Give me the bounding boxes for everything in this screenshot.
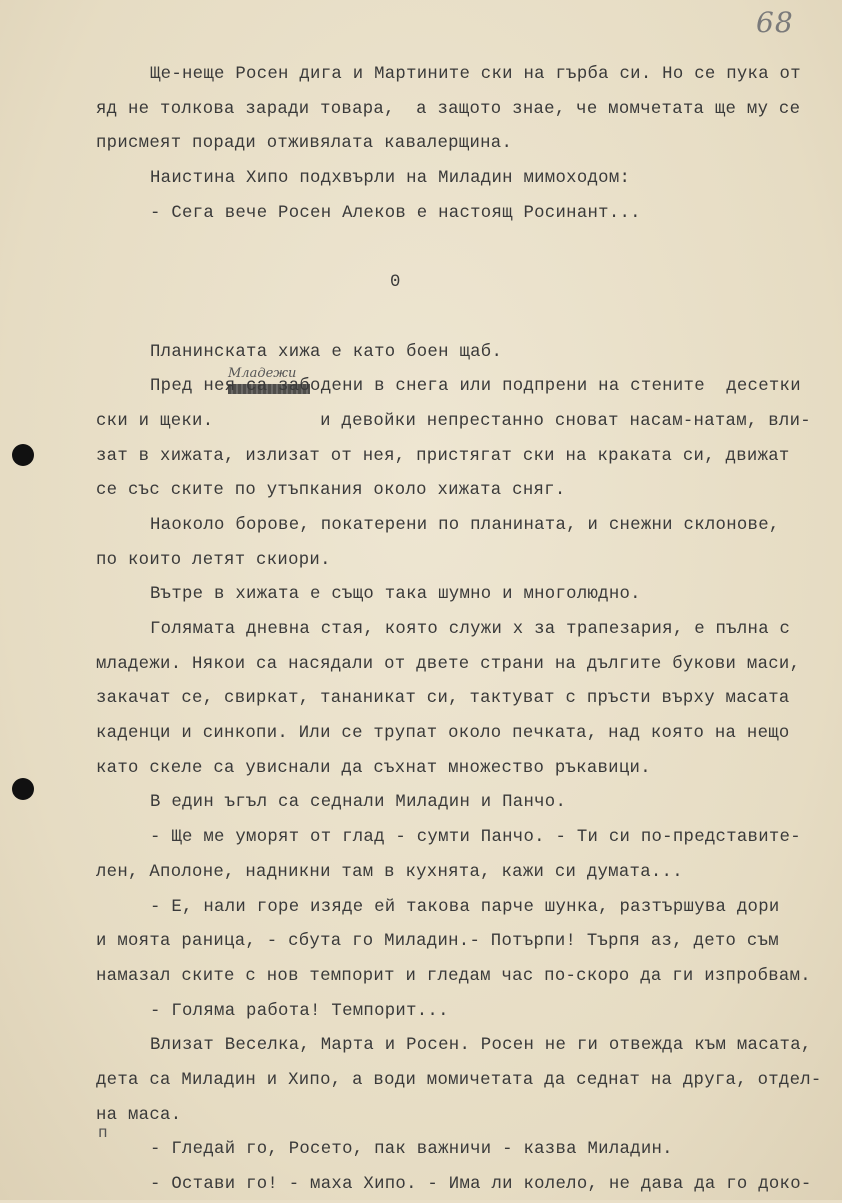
text-line: присмеят поради отживялата кавалерщина. bbox=[96, 134, 513, 154]
text-line: закачат се, свиркат, тананикат си, тактуват с пръсти върху масата bbox=[96, 689, 790, 709]
text-line: Пред нея са забодени в снега или подпрени на стените десетки bbox=[150, 377, 801, 397]
text-line: - Голяма работа! Темпорит... bbox=[150, 1001, 449, 1021]
text-line: - Сега вече Росен Алеков е настоящ Росинант... bbox=[150, 203, 641, 223]
text-line: младежи. Някои са насядали от двете страни на дългите букови маси, bbox=[96, 654, 801, 674]
margin-mark: п bbox=[98, 1124, 108, 1142]
text-line: намазал ските с нов темпорит и гледам час по-скоро да ги изпробвам. bbox=[96, 966, 811, 986]
punch-hole bbox=[12, 444, 34, 466]
text-line: лен, Аполоне, надникни там в кухнята, кажи си думата... bbox=[96, 862, 683, 882]
page-number: 68 bbox=[756, 6, 794, 39]
text-line: яд не толкова заради товара, а защото знае, че момчетата ще му се bbox=[96, 99, 801, 119]
text-line: - Гледай го, Росето, пак важничи - казва Миладин. bbox=[150, 1140, 673, 1160]
text-line: Влизат Веселка, Марта и Росен. Росен не ги отвежда към масата, bbox=[150, 1036, 812, 1056]
text-line: - Е, нали горе изяде ей такова парче шунка, разтършува дори bbox=[150, 897, 780, 917]
section-divider: 0 bbox=[390, 273, 401, 293]
text-line: Наоколо борове, покатерени по планината, и снежни склонове, bbox=[150, 515, 780, 535]
text-line: Ще-неще Росен дига и Мартините ски на гърба си. Но се пука от bbox=[150, 65, 801, 84]
text-line: Вътре в хижата е също така шумно и многолюдно. bbox=[150, 585, 641, 605]
text-line: Голямата дневна стая, която служи х за трапезария, е пълна с bbox=[150, 620, 791, 639]
text-line: дета са Миладин и Хипо, а води момичетата да седнат на друга, отдел- bbox=[96, 1070, 822, 1090]
text-line: - Ще ме уморят от глад - сумти Панчо. - Ти си по-представите- bbox=[150, 828, 801, 848]
text-line: и моята раница, - сбута го Миладин.- Потърпи! Търпя аз, дето съм bbox=[96, 932, 779, 952]
text-line: Наистина Хипо подхвърли на Миладин мимоходом: bbox=[150, 169, 631, 189]
handwritten-correction: Младежи bbox=[228, 366, 297, 381]
text-line: ски и щеки. и девойки непрестанно сноват насам-натам, вли- bbox=[96, 411, 811, 431]
text-line: Планинската хижа е като боен щаб. bbox=[150, 342, 503, 362]
text-line: - Остави гo! - маха Хипо. - Има ли колело, не дава да го доко- bbox=[150, 1175, 812, 1194]
text-line: като скеле са увиснали да съхнат множество ръкавици. bbox=[96, 758, 651, 778]
text-line: по които летят скиори. bbox=[96, 550, 331, 570]
text-line: В един ъгъл са седнали Миладин и Панчо. bbox=[150, 793, 567, 813]
text-line: се със ските по утъпкания около хижата сняг. bbox=[96, 481, 566, 501]
typed-text-body bbox=[96, 58, 826, 1203]
text-line: каденци и синкопи. Или се трупат около печката, над която на нещо bbox=[96, 724, 790, 744]
punch-hole bbox=[12, 778, 34, 800]
text-line: на маса. bbox=[96, 1105, 182, 1125]
text-line: зат в хижата, излизат от нея, пристягат ски на краката си, движат bbox=[96, 446, 790, 466]
